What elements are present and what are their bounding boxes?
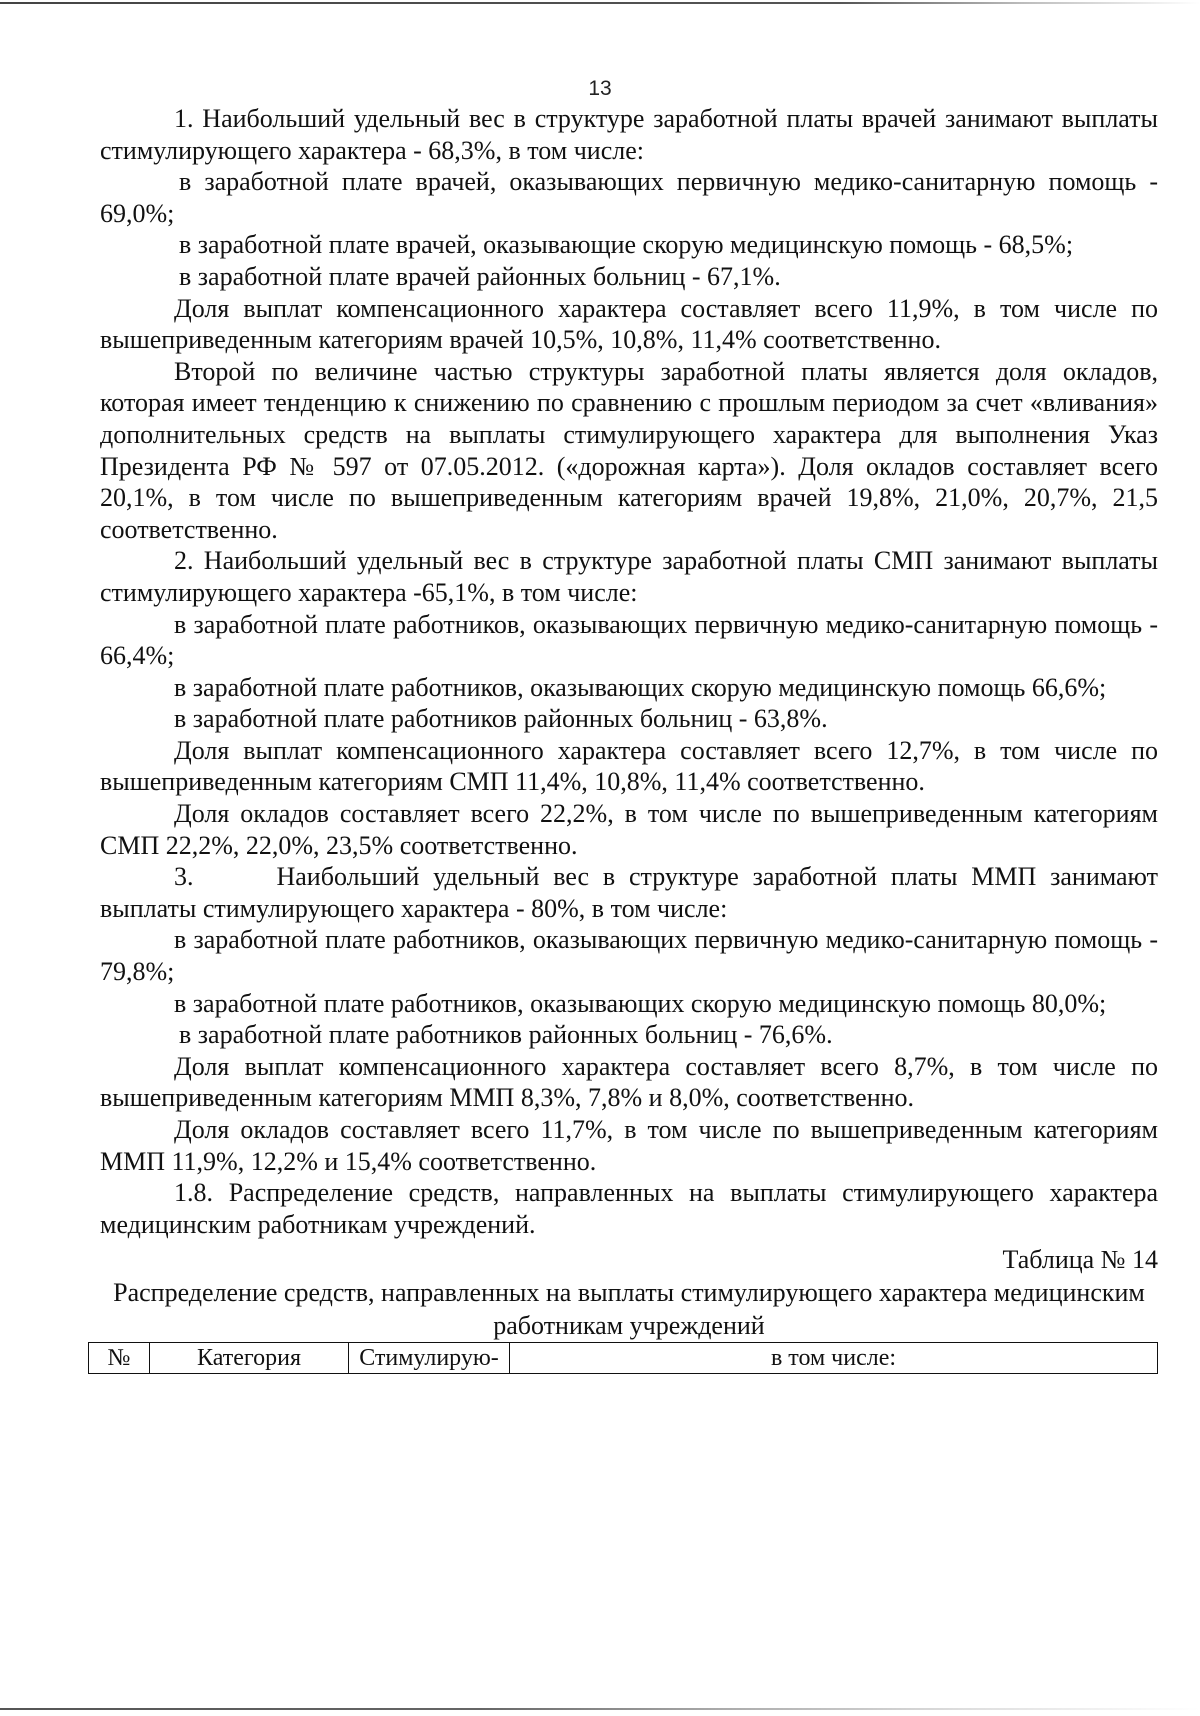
paragraph-doctors-stimulating: 1. Наибольший удельный вес в структуре заработной платы врачей занимают выплаты стимулирующего характера - 68,3%, в том числе: bbox=[100, 104, 1158, 165]
table-label: Таблица № 14 bbox=[1002, 1245, 1158, 1275]
paragraph-nurses-compensation: Доля выплат компенсационного характера составляет всего 12,7%, в том числе по вышеприведенным категориям СМП 11,4%, 10,8%, 11,4% соответственно. bbox=[100, 735, 1158, 797]
paragraph-nurses-district-hospitals: в заработной плате работников районных больниц - 63,8%. bbox=[174, 704, 828, 734]
page-number: 13 bbox=[588, 77, 612, 100]
table-header-number: № bbox=[89, 1342, 150, 1373]
table-header-including: в том числе: bbox=[510, 1342, 1158, 1373]
scan-edge-bottom bbox=[0, 1708, 1200, 1710]
paragraph-junior-ambulance: в заработной плате работников, оказывающих скорую медицинскую помощь 80,0%; bbox=[174, 988, 1107, 1018]
paragraph-junior-primary-care: в заработной плате работников, оказывающих первичную медико-санитарную помощь - 79,8%; bbox=[100, 925, 1158, 987]
paragraph-junior-compensation: Доля выплат компенсационного характера составляет всего 8,7%, в том числе по вышеприведенным категориям ММП 8,3%, 7,8% и 8,0%, соответственно. bbox=[100, 1051, 1158, 1113]
table-title: Распределение средств, направленных на выплаты стимулирующего характера медицинским работникам учреждений bbox=[113, 1277, 1145, 1340]
document-body bbox=[100, 103, 1165, 1374]
table-header-stimulating: Стимулирую- bbox=[349, 1342, 510, 1373]
paragraph-nurses-salaries: Доля окладов составляет всего 22,2%, в том числе по вышеприведенным категориям СМП 22,2%, 22,0%, 23,5% соответственно. bbox=[100, 799, 1158, 860]
paragraph-doctors-salaries: Второй по величине частью структуры заработной платы является доля окладов, которая имеет тенденцию к снижению по сравнению с прошлым периодом за счет «вливания» дополнительных средств на выплаты стимулирующего характера для выполнения Указ Президента РФ № 597 от 07.05.2012. («дорожная карта»). Доля окладов составляет всего 20,1%, в том числе по вышеприведенным категориям врачей 19,8%, 21,0%, 20,7%, 21,5 соответственно. bbox=[100, 356, 1158, 544]
paragraph-junior-salaries: Доля окладов составляет всего 11,7%, в том числе по вышеприведенным категориям ММП 11,9%, 12,2% и 15,4% соответственно. bbox=[100, 1115, 1158, 1176]
section-heading-1-8: 1.8. Распределение средств, направленных на выплаты стимулирующего характера медицинским работникам учреждений. bbox=[100, 1178, 1158, 1239]
paragraph-doctors-ambulance: в заработной плате врачей, оказывающие скорую медицинскую помощь - 68,5%; bbox=[179, 230, 1074, 260]
table-header-row bbox=[89, 1342, 1158, 1373]
paragraph-junior-district-hospitals: в заработной плате работников районных больниц - 76,6%. bbox=[179, 1020, 833, 1050]
stimulating-payments-table bbox=[88, 1342, 1158, 1374]
paragraph-nurses-stimulating: 2. Наибольший удельный вес в структуре заработной платы СМП занимают выплаты стимулирующего характера -65,1%, в том числе: bbox=[100, 546, 1158, 607]
paragraph-doctors-primary-care: в заработной плате врачей, оказывающих первичную медико-санитарную помощь - 69,0%; bbox=[100, 167, 1158, 228]
paragraph-junior-stimulating: 3. Наибольший удельный вес в структуре заработной платы ММП занимают выплаты стимулирующего характера - 80%, в том числе: bbox=[100, 862, 1165, 923]
paragraph-nurses-ambulance: в заработной плате работников, оказывающих скорую медицинскую помощь 66,6%; bbox=[174, 672, 1107, 702]
table-header-category: Категория bbox=[150, 1342, 349, 1373]
paragraph-doctors-compensation: Доля выплат компенсационного характера составляет всего 11,9%, в том числе по вышеприведенным категориям врачей 10,5%, 10,8%, 11,4% соответственно. bbox=[100, 293, 1158, 355]
paragraph-doctors-district-hospitals: в заработной плате врачей районных больниц - 67,1%. bbox=[179, 261, 781, 291]
paragraph-nurses-primary-care: в заработной плате работников, оказывающих первичную медико-санитарную помощь - 66,4%; bbox=[100, 609, 1158, 671]
scan-edge-top bbox=[0, 2, 1200, 4]
